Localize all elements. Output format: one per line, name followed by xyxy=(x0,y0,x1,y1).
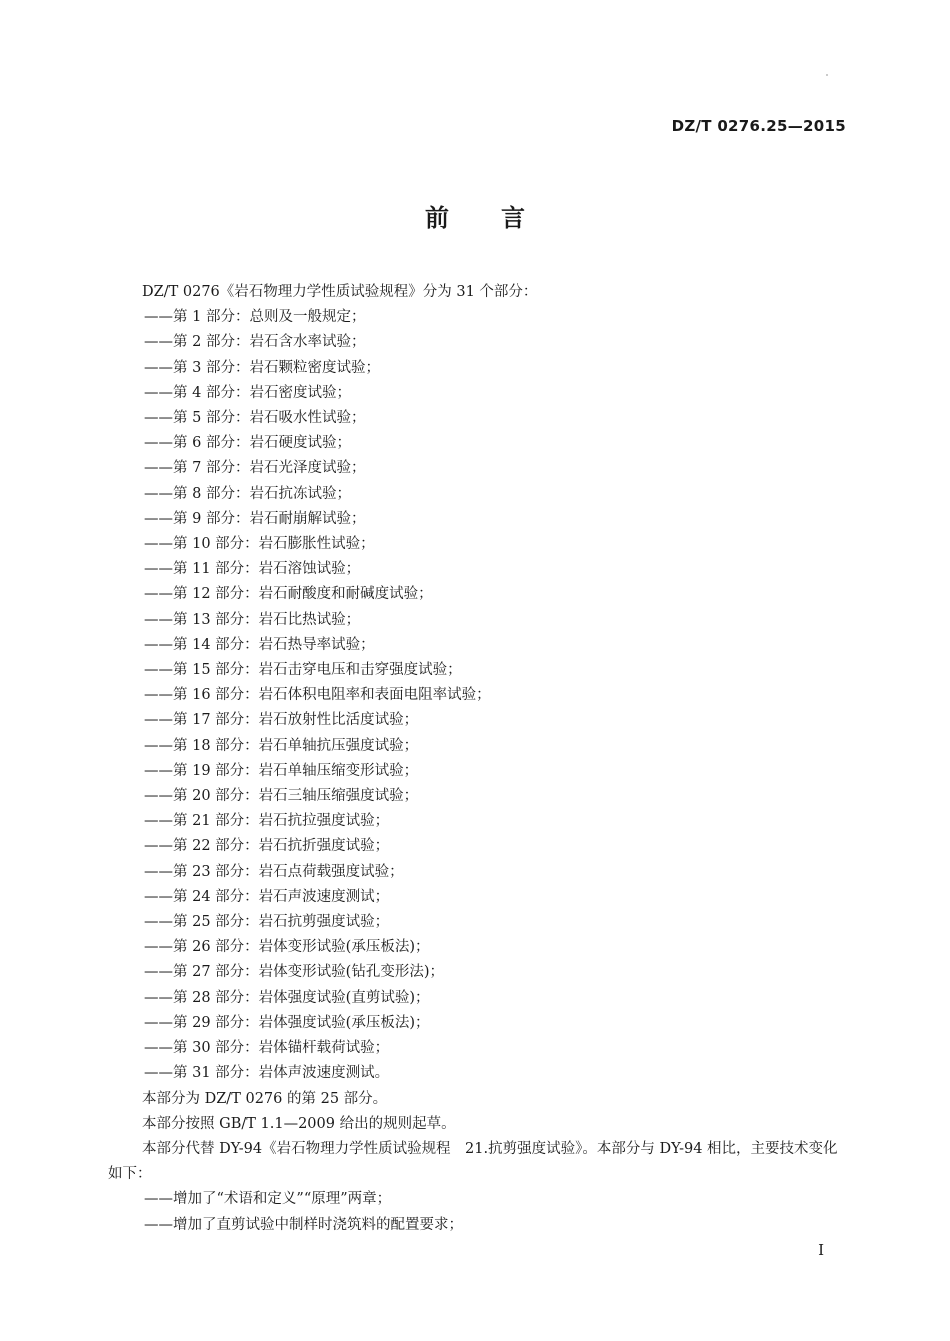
list-item: ——第 30 部分：岩体锚杆载荷试验； xyxy=(144,1040,390,1057)
list-item: ——第 2 部分：岩石含水率试验； xyxy=(144,334,366,351)
list-item: ——第 5 部分：岩石吸水性试验； xyxy=(144,410,366,427)
standard-code: DZ/T 0276.25—2015 xyxy=(671,117,846,135)
scan-speck xyxy=(826,74,828,76)
list-item: ——第 23 部分：岩石点荷载强度试验； xyxy=(144,863,404,880)
changes-list xyxy=(108,1187,848,1237)
parts-list xyxy=(108,305,848,1086)
list-item: ——增加了“术语和定义”“原理”两章； xyxy=(144,1191,392,1208)
list-item: ——第 3 部分：岩石颗粒密度试验； xyxy=(144,359,380,376)
page-number: I xyxy=(818,1241,824,1259)
list-item: ——第 16 部分：岩石体积电阻率和表面电阻率试验； xyxy=(144,687,491,704)
list-item: ——第 21 部分：岩石抗拉强度试验； xyxy=(144,813,390,830)
list-item: ——第 24 部分：岩石声波速度测试； xyxy=(144,888,390,905)
this-part-paragraph: 本部分为 DZ/T 0276 的第 25 部分。 xyxy=(142,1090,388,1107)
list-item: ——第 28 部分：岩体强度试验(直剪试验)； xyxy=(144,989,430,1006)
intro-paragraph: DZ/T 0276《岩石物理力学性质试验规程》分为 31 个部分： xyxy=(142,284,538,300)
document-body xyxy=(108,280,848,1238)
list-item: ——第 7 部分：岩石光泽度试验； xyxy=(144,460,366,477)
replaces-paragraph: 本部分代替 DY-94《岩石物理力学性质试验规程 21.抗剪强度试验》。本部分与 DY-94 相比，主要技术变化如下： xyxy=(108,1140,838,1183)
list-item: ——第 27 部分：岩体变形试验(钻孔变形法)； xyxy=(144,964,444,981)
list-item: ——第 29 部分：岩体强度试验(承压板法)； xyxy=(144,1014,430,1031)
list-item: ——第 10 部分：岩石膨胀性试验； xyxy=(144,536,375,553)
list-item: ——第 18 部分：岩石单轴抗压强度试验； xyxy=(144,737,419,754)
list-item: ——第 12 部分：岩石耐酸度和耐碱度试验； xyxy=(144,586,433,603)
page-title: 前言 xyxy=(425,204,577,232)
list-item: ——第 13 部分：岩石比热试验； xyxy=(144,611,361,628)
list-item: ——第 6 部分：岩石硬度试验； xyxy=(144,435,351,452)
list-item: ——第 8 部分：岩石抗冻试验； xyxy=(144,485,351,502)
list-item: ——第 4 部分：岩石密度试验； xyxy=(144,384,351,401)
list-item: ——第 17 部分：岩石放射性比活度试验； xyxy=(144,712,419,729)
list-item: ——第 22 部分：岩石抗折强度试验； xyxy=(144,838,390,855)
list-item: ——第 11 部分：岩石溶蚀试验； xyxy=(144,561,361,578)
list-item: ——第 25 部分：岩石抗剪强度试验； xyxy=(144,914,390,931)
list-item: ——第 14 部分：岩石热导率试验； xyxy=(144,636,375,653)
list-item: ——第 31 部分：岩体声波速度测试。 xyxy=(144,1065,390,1082)
list-item: ——第 20 部分：岩石三轴压缩强度试验； xyxy=(144,788,419,805)
drafting-rules-paragraph: 本部分按照 GB/T 1.1—2009 给出的规则起草。 xyxy=(142,1115,456,1132)
list-item: ——第 19 部分：岩石单轴压缩变形试验； xyxy=(144,762,419,779)
list-item: ——增加了直剪试验中制样时浇筑料的配置要求； xyxy=(144,1216,463,1233)
list-item: ——第 15 部分：岩石击穿电压和击穿强度试验； xyxy=(144,662,462,679)
list-item: ——第 1 部分：总则及一般规定； xyxy=(144,309,366,326)
list-item: ——第 9 部分：岩石耐崩解试验； xyxy=(144,510,366,527)
list-item: ——第 26 部分：岩体变形试验(承压板法)； xyxy=(144,939,430,956)
